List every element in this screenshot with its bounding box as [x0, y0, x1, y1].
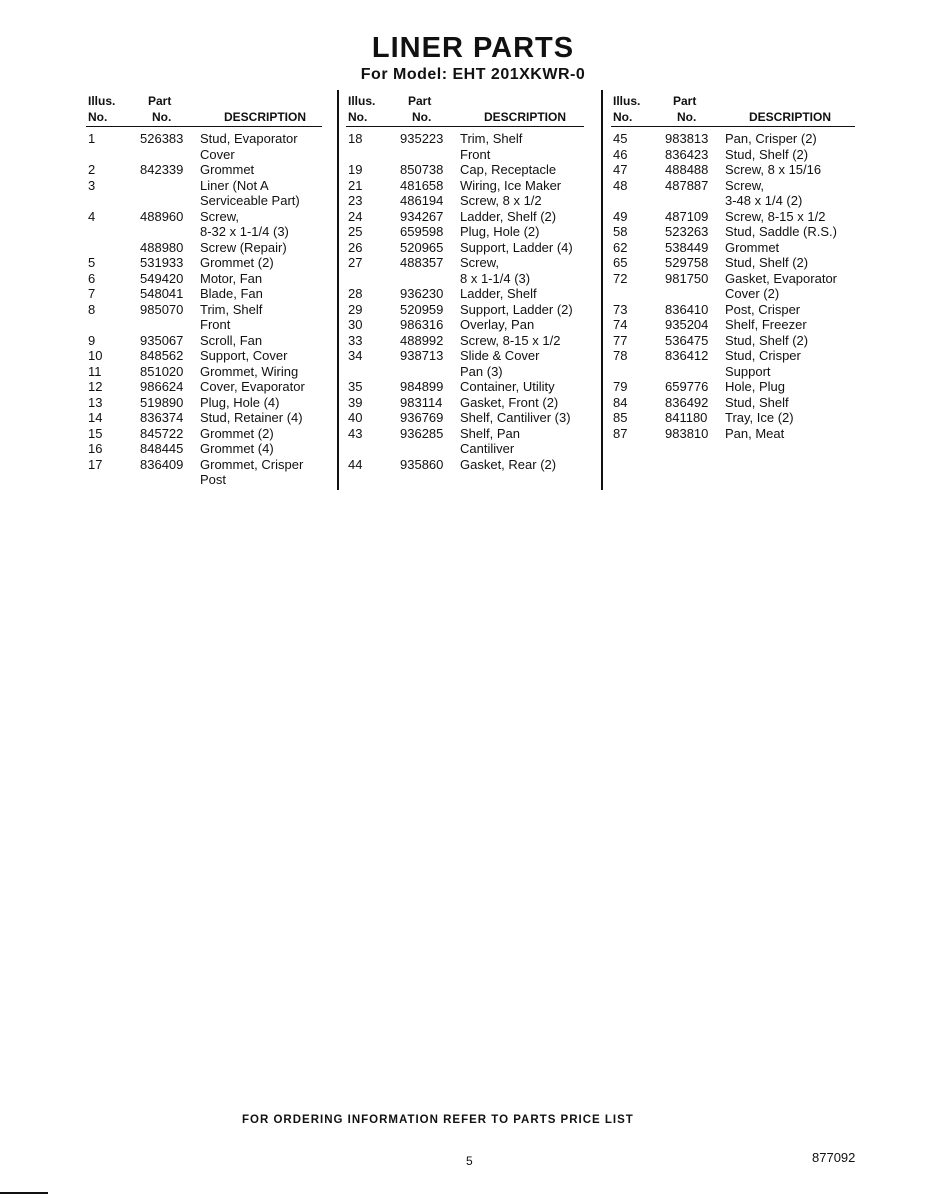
- table-row: [346, 178, 584, 194]
- part-description: Scroll, Fan: [200, 332, 263, 348]
- part-number: [400, 364, 460, 380]
- column-divider: [601, 90, 603, 490]
- illus-number: 4: [88, 208, 96, 224]
- part-description: Trim, Shelf: [200, 301, 263, 317]
- illus-number: 58: [613, 224, 628, 239]
- illus-number: 18: [348, 131, 363, 146]
- table-row: [611, 271, 855, 287]
- parts-column-1: [86, 94, 322, 488]
- illus-number: 87: [613, 425, 628, 441]
- part-number: 520965: [400, 239, 444, 255]
- illus-number: 46: [613, 146, 628, 162]
- illus-number: 73: [613, 301, 628, 317]
- part-number: 487887: [665, 177, 709, 193]
- part-number: 836410: [665, 301, 709, 317]
- illus-number: 34: [348, 348, 363, 363]
- illus-number: 17: [88, 456, 103, 472]
- part-number: 549420: [140, 270, 184, 286]
- table-row: [346, 348, 584, 364]
- table-row: [346, 317, 584, 333]
- part-description: Stud, Crisper: [725, 348, 801, 363]
- header-part: Part: [408, 94, 432, 108]
- part-number: 935860: [400, 456, 444, 472]
- table-row: [346, 364, 584, 380]
- table-row: [611, 364, 855, 380]
- part-number: 934267: [400, 208, 444, 224]
- part-description: Screw, 8 x 15/16: [725, 162, 822, 177]
- table-row: [86, 302, 322, 318]
- illus-number: 10: [88, 348, 103, 363]
- table-row: [611, 162, 855, 178]
- header-description: DESCRIPTION: [749, 110, 832, 124]
- illus-number: 11: [88, 363, 102, 379]
- part-description: Screw (Repair): [200, 239, 287, 255]
- table-row: [611, 333, 855, 349]
- part-number: 659776: [665, 379, 709, 394]
- part-number: 526383: [140, 131, 184, 146]
- table-row: [611, 348, 855, 364]
- part-number: 481658: [400, 177, 444, 193]
- table-row: [86, 348, 322, 364]
- part-description: Grommet: [725, 239, 780, 255]
- illus-number: 8: [88, 301, 96, 317]
- illus-number: [86, 472, 140, 488]
- table-row: [611, 240, 855, 256]
- part-description: Overlay, Pan: [460, 317, 535, 332]
- part-description: Support: [725, 363, 771, 379]
- part-description: Cap, Receptacle: [460, 162, 557, 177]
- illus-number: 29: [348, 301, 363, 317]
- column-header: [611, 94, 855, 127]
- table-row: [86, 441, 322, 457]
- illus-number: [346, 271, 400, 287]
- part-number: 836374: [140, 410, 184, 425]
- table-row: [86, 395, 322, 411]
- illus-number: 23: [348, 193, 363, 208]
- ordering-note: FOR ORDERING INFORMATION REFER TO PARTS PRICE LIST: [242, 1114, 634, 1126]
- illus-number: [611, 193, 665, 209]
- table-row: [86, 131, 322, 147]
- part-number: 936230: [400, 286, 444, 301]
- part-description: Shelf, Pan: [460, 425, 520, 441]
- table-row: [611, 395, 855, 411]
- table-row: [86, 224, 322, 240]
- header-illus: Illus.: [613, 94, 641, 108]
- illus-number: 27: [348, 255, 363, 270]
- table-row: [86, 472, 322, 488]
- illus-number: 79: [613, 379, 628, 394]
- part-number: 836492: [665, 394, 709, 410]
- part-description: Grommet, Crisper: [200, 456, 304, 472]
- table-row: [611, 426, 855, 442]
- part-description: Shelf, Cantiliver (3): [460, 410, 571, 425]
- illus-number: 40: [348, 410, 363, 425]
- table-row: [86, 286, 322, 302]
- header-part-no: No.: [677, 110, 697, 124]
- part-number: [665, 193, 725, 209]
- table-row: [346, 131, 584, 147]
- part-description: Ladder, Shelf (2): [460, 208, 557, 224]
- illus-number: 9: [88, 332, 96, 348]
- page-title: LINER PARTS: [371, 32, 575, 64]
- part-description: Blade, Fan: [200, 286, 263, 301]
- table-row: [346, 441, 584, 457]
- part-number: 488357: [400, 255, 444, 270]
- parts-rows: [86, 131, 322, 488]
- part-number: 986624: [140, 379, 184, 394]
- parts-column-3: [611, 94, 855, 441]
- illus-number: 65: [613, 255, 628, 270]
- part-description: Support, Cover: [200, 348, 288, 363]
- part-number: [140, 224, 200, 240]
- part-description: Post: [200, 472, 227, 487]
- header-illus-no: No.: [88, 110, 108, 124]
- table-row: [86, 193, 322, 209]
- table-row: [611, 255, 855, 271]
- table-row: [86, 178, 322, 194]
- illus-number: 19: [348, 162, 363, 177]
- column-header: [346, 94, 584, 127]
- part-description: Ladder, Shelf: [460, 286, 537, 301]
- part-number: 529758: [665, 255, 709, 270]
- part-description: Pan, Crisper (2): [725, 131, 817, 146]
- table-row: [611, 379, 855, 395]
- column-divider: [337, 90, 339, 490]
- table-row: [611, 302, 855, 318]
- table-row: [611, 410, 855, 426]
- table-row: [86, 147, 322, 163]
- part-description: Stud, Shelf (2): [725, 146, 809, 162]
- header-illus-no: No.: [613, 110, 633, 124]
- illus-number: 15: [88, 425, 103, 441]
- illus-number: [86, 224, 140, 240]
- illus-number: 7: [88, 286, 96, 301]
- part-number: [665, 364, 725, 380]
- part-description: Stud, Evaporator: [200, 131, 298, 146]
- part-description: Shelf, Freezer: [725, 317, 807, 332]
- part-number: 981750: [665, 270, 709, 286]
- illus-number: [346, 147, 400, 163]
- part-number: 536475: [665, 332, 709, 348]
- illus-number: 28: [348, 286, 363, 301]
- illus-number: 13: [88, 394, 103, 410]
- part-number: 488992: [400, 332, 444, 348]
- part-description: Hole, Plug: [725, 379, 785, 394]
- table-row: [346, 286, 584, 302]
- header-description: DESCRIPTION: [224, 110, 307, 124]
- part-number: 935067: [140, 332, 184, 348]
- table-row: [611, 147, 855, 163]
- table-row: [86, 162, 322, 178]
- table-row: [346, 426, 584, 442]
- part-description: Grommet (2): [200, 255, 274, 270]
- illus-number: 78: [613, 348, 628, 363]
- column-header: [86, 94, 322, 127]
- part-number: 519890: [140, 394, 184, 410]
- table-row: [86, 457, 322, 473]
- part-description: Grommet: [200, 162, 255, 177]
- part-description: Screw,: [725, 177, 765, 193]
- part-number: [140, 193, 200, 209]
- part-description: Grommet (4): [200, 441, 274, 456]
- part-number: 841180: [665, 410, 708, 425]
- table-row: [86, 209, 322, 225]
- illus-number: [86, 147, 140, 163]
- illus-number: 25: [348, 224, 363, 239]
- part-number: 845722: [140, 425, 184, 441]
- illus-number: [611, 364, 665, 380]
- table-row: [86, 317, 322, 333]
- header-part: Part: [148, 94, 172, 108]
- part-number: [400, 441, 460, 457]
- illus-number: 85: [613, 410, 628, 425]
- part-description: Gasket, Evaporator: [725, 270, 837, 286]
- part-number: 851020: [140, 363, 184, 379]
- header-illus: Illus.: [348, 94, 376, 108]
- part-description: Front: [460, 146, 491, 162]
- table-row: [611, 317, 855, 333]
- illus-number: 5: [88, 255, 96, 270]
- part-description: Stud, Shelf: [725, 394, 789, 410]
- part-number: 983114: [400, 394, 443, 410]
- part-description: Cover: [200, 146, 235, 162]
- part-number: 520959: [400, 301, 444, 317]
- part-description: Trim, Shelf: [460, 131, 523, 146]
- table-row: [86, 333, 322, 349]
- illus-number: 21: [348, 177, 363, 193]
- illus-number: 72: [613, 270, 628, 286]
- table-row: [346, 240, 584, 256]
- part-description: Container, Utility: [460, 379, 555, 394]
- table-row: [346, 255, 584, 271]
- illus-number: 35: [348, 379, 363, 394]
- part-description: Liner (Not A: [200, 177, 269, 193]
- part-description: Stud, Retainer (4): [200, 410, 303, 425]
- table-row: [86, 410, 322, 426]
- part-description: Screw, 8 x 1/2: [460, 193, 542, 208]
- part-description: Tray, Ice (2): [725, 410, 794, 425]
- illus-number: 44: [348, 456, 363, 472]
- table-row: [611, 131, 855, 147]
- part-description: Stud, Shelf (2): [725, 332, 809, 348]
- part-number: 836412: [665, 348, 709, 363]
- illus-number: [346, 364, 400, 380]
- part-description: Pan, Meat: [725, 425, 785, 441]
- table-row: [86, 240, 322, 256]
- page-number: 5: [466, 1154, 473, 1168]
- part-description: Support, Ladder (2): [460, 301, 573, 317]
- illus-number: 2: [88, 162, 96, 177]
- table-row: [346, 333, 584, 349]
- illus-number: 6: [88, 270, 96, 286]
- part-number: 938713: [400, 348, 444, 363]
- part-number: [140, 472, 200, 488]
- part-description: 3-48 x 1/4 (2): [725, 193, 803, 208]
- part-description: Grommet (2): [200, 425, 274, 441]
- document-number: 877092: [812, 1150, 856, 1165]
- part-number: [140, 317, 200, 333]
- illus-number: 62: [613, 239, 628, 255]
- part-number: [400, 271, 460, 287]
- part-description: Wiring, Ice Maker: [460, 177, 562, 193]
- illus-number: 47: [613, 162, 628, 177]
- illus-number: 84: [613, 394, 628, 410]
- part-description: Plug, Hole (2): [460, 224, 540, 239]
- part-description: Screw, 8-15 x 1/2: [460, 332, 561, 348]
- table-row: [346, 271, 584, 287]
- part-number: [665, 286, 725, 302]
- part-description: Support, Ladder (4): [460, 239, 573, 255]
- illus-number: 33: [348, 332, 363, 348]
- part-description: Stud, Saddle (R.S.): [725, 224, 837, 239]
- parts-rows: [346, 131, 584, 472]
- part-description: Cover, Evaporator: [200, 379, 305, 394]
- part-number: 836423: [665, 146, 709, 162]
- part-description: Screw, 8-15 x 1/2: [725, 208, 826, 224]
- part-number: 488980: [140, 239, 184, 255]
- table-row: [611, 286, 855, 302]
- table-row: [611, 178, 855, 194]
- illus-number: [611, 286, 665, 302]
- header-part-no: No.: [152, 110, 172, 124]
- part-number: 548041: [140, 286, 184, 301]
- part-number: 836409: [140, 456, 184, 472]
- illus-number: 14: [88, 410, 103, 425]
- table-row: [346, 162, 584, 178]
- table-row: [86, 255, 322, 271]
- illus-number: 26: [348, 239, 363, 255]
- model-subtitle: For Model: EHT 201XKWR-0: [360, 66, 586, 83]
- table-row: [346, 224, 584, 240]
- illus-number: 48: [613, 177, 628, 193]
- part-number: 538449: [665, 239, 709, 255]
- part-description: Gasket, Rear (2): [460, 456, 557, 472]
- part-description: Grommet, Wiring: [200, 363, 299, 379]
- illus-number: [86, 317, 140, 333]
- part-number: 523263: [665, 224, 709, 239]
- table-row: [346, 193, 584, 209]
- illus-number: [86, 193, 140, 209]
- illus-number: 1: [88, 131, 96, 146]
- table-row: [346, 395, 584, 411]
- table-row: [86, 364, 322, 380]
- illus-number: 16: [88, 441, 103, 456]
- part-description: Pan (3): [460, 363, 503, 379]
- illus-number: 45: [613, 131, 628, 146]
- part-description: Plug, Hole (4): [200, 394, 280, 410]
- part-number: 486194: [400, 193, 444, 208]
- illus-number: 43: [348, 425, 363, 441]
- illus-number: 3: [88, 177, 96, 193]
- illus-number: 77: [613, 332, 628, 348]
- part-description: Post, Crisper: [725, 301, 801, 317]
- part-number: 848562: [140, 348, 184, 363]
- part-number: 842339: [140, 162, 184, 177]
- part-number: 983813: [665, 131, 709, 146]
- part-number: 659598: [400, 224, 444, 239]
- part-number: 984899: [400, 379, 444, 394]
- illus-number: 30: [348, 317, 363, 332]
- part-number: 936285: [400, 425, 444, 441]
- part-number: 983810: [665, 425, 709, 441]
- illus-number: 39: [348, 394, 363, 410]
- table-row: [346, 379, 584, 395]
- part-number: 488488: [665, 162, 709, 177]
- illus-number: [346, 441, 400, 457]
- part-description: 8 x 1-1/4 (3): [460, 270, 531, 286]
- illus-number: 49: [613, 208, 628, 224]
- header-description: DESCRIPTION: [484, 110, 567, 124]
- part-number: 935204: [665, 317, 709, 332]
- corner-rule: [0, 1192, 48, 1194]
- table-row: [346, 209, 584, 225]
- table-row: [86, 426, 322, 442]
- part-description: Front: [200, 317, 231, 332]
- part-description: Stud, Shelf (2): [725, 255, 809, 270]
- header-part: Part: [673, 94, 697, 108]
- table-row: [86, 379, 322, 395]
- part-description: Serviceable Part): [200, 193, 300, 208]
- part-description: Screw,: [460, 255, 500, 270]
- part-number: 850738: [400, 162, 444, 177]
- part-description: Gasket, Front (2): [460, 394, 559, 410]
- part-description: 8-32 x 1-1/4 (3): [200, 224, 289, 239]
- table-row: [611, 224, 855, 240]
- table-row: [346, 410, 584, 426]
- part-number: [140, 147, 200, 163]
- illus-number: [86, 240, 140, 256]
- header-illus-no: No.: [348, 110, 368, 124]
- header-part-no: No.: [412, 110, 432, 124]
- part-description: Screw,: [200, 208, 240, 224]
- table-row: [86, 271, 322, 287]
- table-row: [611, 209, 855, 225]
- part-description: Cantiliver: [460, 441, 515, 456]
- part-description: Slide & Cover: [460, 348, 540, 363]
- part-description: Cover (2): [725, 286, 780, 301]
- table-row: [346, 457, 584, 473]
- part-number: 487109: [665, 208, 709, 224]
- parts-rows: [611, 131, 855, 441]
- part-number: [400, 147, 460, 163]
- header-illus: Illus.: [88, 94, 116, 108]
- parts-column-2: [346, 94, 584, 472]
- part-number: 488960: [140, 208, 184, 224]
- illus-number: 24: [348, 208, 363, 224]
- part-number: 531933: [140, 255, 184, 270]
- part-number: [140, 178, 200, 194]
- part-number: 986316: [400, 317, 444, 332]
- illus-number: 74: [613, 317, 628, 332]
- illus-number: 12: [88, 379, 103, 394]
- part-number: 935223: [400, 131, 444, 146]
- part-number: 985070: [140, 301, 184, 317]
- part-description: Motor, Fan: [200, 270, 263, 286]
- table-row: [346, 147, 584, 163]
- part-number: 848445: [140, 441, 184, 456]
- part-number: 936769: [400, 410, 444, 425]
- table-row: [611, 193, 855, 209]
- table-row: [346, 302, 584, 318]
